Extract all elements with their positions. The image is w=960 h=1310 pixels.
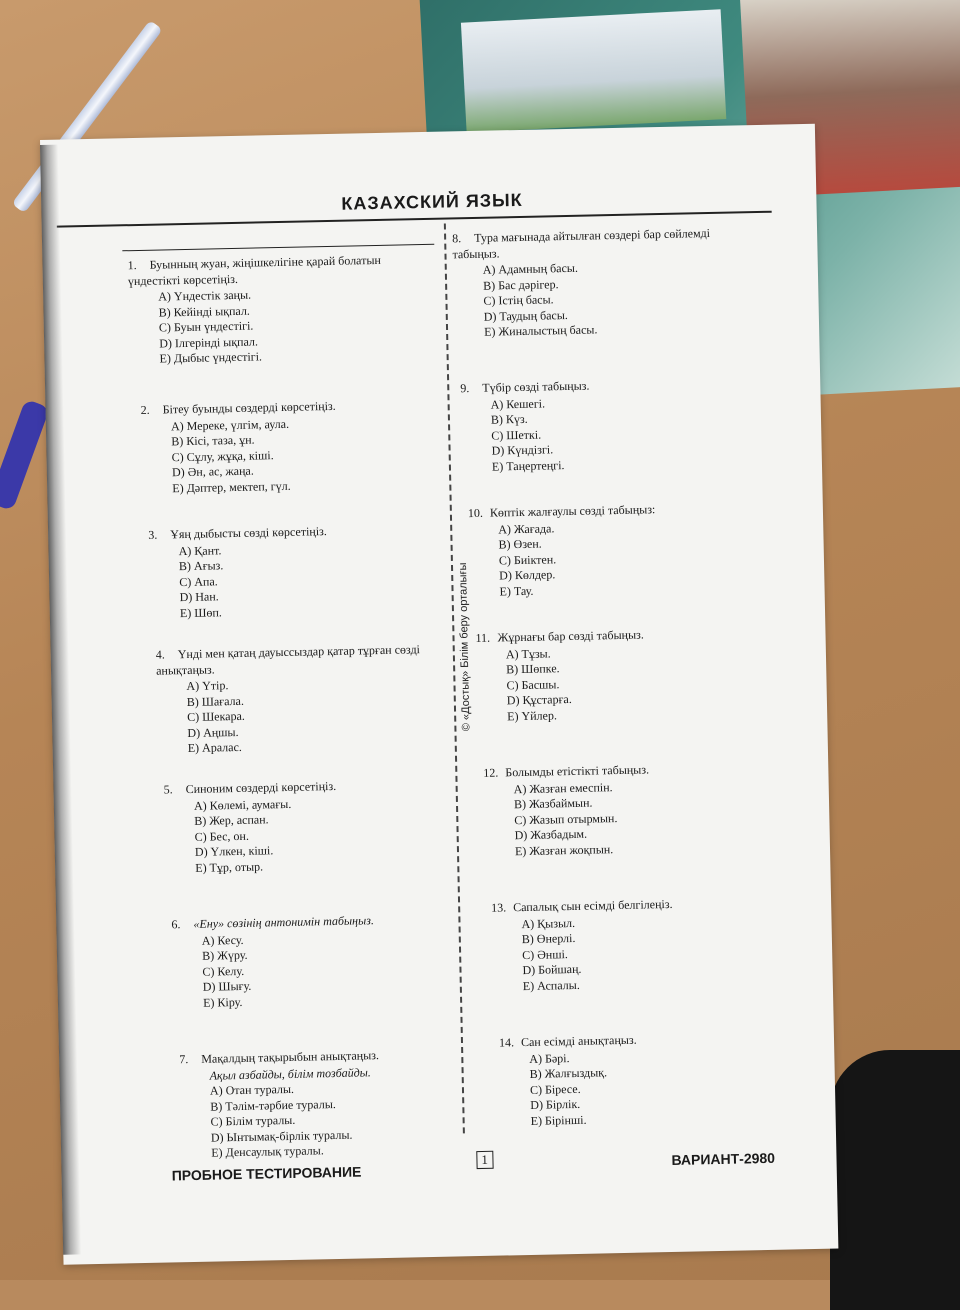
question-1: 1. Буынның жуан, жіңішкелігіне қарай болатын үндестікті көрсетіңіз. A) Үндестік заңы. B) Кейінді ықпал. C) Буын үндестігі. D) Ілгерінді ықпал. E) Дыбыс үндестігі.	[127, 252, 429, 368]
question-8: 8. Тура мағынада айтылған сөздері бар сөйлемді табыңыз. A) Адамның басы. B) Бас дәрігер. C) Істің басы. D) Таудың басы. E) Жиналыстың басы.	[452, 225, 754, 341]
option[interactable]: D) Нан.	[179, 589, 219, 605]
option[interactable]: B) Жүру.	[201, 947, 248, 963]
option[interactable]: B) Жазбаймын.	[513, 795, 593, 812]
option[interactable]: A) Отан туралы.	[209, 1081, 295, 1098]
option[interactable]: D) Ілгерінді ықпал.	[159, 333, 259, 351]
watermark-text: © «Достық» Білім беру орталығы	[456, 562, 473, 732]
option[interactable]: D) Құстарға.	[506, 691, 572, 708]
option[interactable]: B) Шағала.	[186, 693, 245, 709]
option[interactable]: C) Біресе.	[529, 1081, 581, 1097]
option[interactable]: A) Мереке, үлгім, аула.	[170, 416, 290, 433]
question-4: 4. Үнді мен қатаң дауыссыздар қатар тұрған сөзді анықтаңыз. A) Үтір. B) Шағала. C) Шекара. D) Аңшы. E) Аралас.	[156, 641, 458, 757]
option[interactable]: E) Дәптер, мектеп, гүл.	[172, 478, 291, 495]
question-5: 5. Синоним сөздерді көрсетіңіз. A) Көлемі, аумағы. B) Жер, аспан. C) Бес, он. D) Үлкен, кіші. E) Тұр, отыр.	[163, 776, 465, 876]
column-rule	[122, 244, 434, 252]
option[interactable]: C) Шеткі.	[491, 427, 542, 443]
option[interactable]: E) Кіру.	[202, 994, 243, 1010]
question-7: 7. Мақалдың тақырыбын анықтаңыз. Ақыл азбайды, білім тозбайды. A) Отан туралы. B) Тәлім-тәрбие туралы. C) Білім туралы. D) Ынтымақ-бірлік туралы. E) Денсаулық туралы.	[179, 1046, 481, 1162]
option[interactable]: E) Аралас.	[187, 739, 242, 756]
option[interactable]: A) Кесу.	[201, 932, 244, 948]
option[interactable]: E) Жиналыстың басы.	[483, 322, 598, 339]
question-12: 12. Болымды етістікті табыңыз. A) Жазған емеспін. B) Жазбаймын. C) Жазып отырмын. D) Жазбадым. E) Жазған жоқпын.	[483, 760, 785, 860]
option[interactable]: C) Буын үндестігі.	[158, 318, 254, 335]
option[interactable]: D) Бойшаң.	[522, 961, 582, 978]
option[interactable]: E) Біріншi.	[530, 1112, 587, 1128]
option[interactable]: C) Басшы.	[506, 676, 560, 692]
option[interactable]: D) Жазбадым.	[514, 826, 588, 843]
option[interactable]: E) Денсаулық туралы.	[211, 1143, 324, 1160]
test-paper	[40, 124, 838, 1265]
option[interactable]: E) Жазған жоқпын.	[514, 841, 614, 858]
option[interactable]: E) Шөп.	[179, 604, 222, 620]
proverb-text: Ақыл азбайды, білім тозбайды.	[209, 1064, 371, 1083]
option[interactable]: E) Тұр, отыр.	[195, 858, 264, 875]
question-10: 10. Көптік жалғаулы сөзді табыңыз: A) Жағада. B) Өзен. C) Биіктен. D) Көлдер. E) Тау.	[468, 500, 770, 600]
option[interactable]: B) Кейінді ықпал.	[158, 303, 250, 320]
option[interactable]: B) Кісі, таза, ұн.	[171, 432, 255, 449]
question-13: 13. Сапалық сын есімді белгілеңіз. A) Қызыл. B) Өнерлі. C) Әнші. D) Бойшаң. E) Аспалы.	[491, 894, 793, 994]
option[interactable]: C) Істің басы.	[483, 292, 554, 308]
option[interactable]: B) Тәлім-тәрбие туралы.	[210, 1096, 336, 1114]
option[interactable]: D) Ән, ас, жаңа.	[171, 463, 254, 480]
footer-title: ПРОБНОЕ ТЕСТИРОВАНИЕ	[171, 1163, 362, 1184]
option[interactable]: E) Тау.	[499, 583, 534, 598]
option[interactable]: B) Жалғыздық.	[529, 1065, 608, 1081]
option[interactable]: D) Шығу.	[202, 978, 252, 994]
option[interactable]: C) Апа.	[179, 573, 218, 589]
option[interactable]: A) Кешегі.	[490, 395, 546, 412]
title-divider	[57, 211, 772, 228]
option[interactable]: B) Өзен.	[498, 536, 542, 552]
page-title: КАЗАХСКИЙ ЯЗЫК	[341, 189, 523, 214]
option[interactable]: E) Аспалы.	[522, 977, 580, 993]
option[interactable]: D) Көлдер.	[499, 567, 556, 583]
option[interactable]: A) Жағада.	[498, 520, 555, 536]
option[interactable]: B) Күз.	[490, 411, 528, 427]
option[interactable]: C) Білім туралы.	[210, 1112, 296, 1129]
option[interactable]: A) Бәрі.	[529, 1050, 570, 1066]
option[interactable]: A) Үтір.	[186, 678, 229, 694]
option[interactable]: A) Тұзы.	[505, 645, 551, 661]
option[interactable]: E) Таңертеңгі.	[491, 457, 565, 474]
option[interactable]: D) Күндізгі.	[491, 442, 554, 458]
option[interactable]: B) Ағыз.	[178, 558, 224, 574]
option[interactable]: A) Жазған емеспін.	[513, 779, 613, 796]
option[interactable]: A) Қант.	[178, 542, 222, 558]
option[interactable]: B) Шөпке.	[506, 661, 560, 677]
option[interactable]: C) Биіктен.	[498, 551, 557, 567]
option[interactable]: A) Қызыл.	[521, 915, 576, 931]
question-6: 6. «Ену» сөзінің антонимін табыңыз. A) Кесу. B) Жүру. C) Келу. D) Шығу. E) Кіру.	[171, 911, 473, 1011]
question-11: 11. Жұрнағы бар сөзді табыңыз. A) Тұзы. B) Шөпке. C) Басшы. D) Құстарға. E) Үйлер.	[475, 625, 777, 725]
option[interactable]: B) Өнерлі.	[521, 930, 576, 947]
option[interactable]: D) Ынтымақ-бірлік туралы.	[210, 1127, 353, 1145]
option[interactable]: A) Көлемі, аумағы.	[193, 796, 292, 813]
question-9: 9. Түбір сөзді табыңыз. A) Кешегі. B) Күз. C) Шеткі. D) Күндізгі. E) Таңертеңгі.	[460, 375, 762, 475]
option[interactable]: A) Үндестік заңы.	[158, 287, 252, 304]
option[interactable]: B) Бас дәрігер.	[482, 276, 559, 293]
option[interactable]: C) Бес, он.	[194, 828, 250, 844]
page-number: 1	[476, 1151, 493, 1169]
option[interactable]: C) Сұлу, жұқа, кіші.	[171, 447, 274, 464]
option[interactable]: C) Жазып отырмын.	[514, 810, 618, 827]
option[interactable]: E) Үйлер.	[507, 707, 558, 723]
option[interactable]: A) Адамның басы.	[482, 260, 579, 277]
book-photo	[461, 9, 726, 132]
option[interactable]: D) Бірлік.	[530, 1096, 581, 1112]
option[interactable]: D) Үлкен, кіші.	[194, 843, 274, 859]
variant-label: ВАРИАНТ-2980	[671, 1149, 776, 1168]
option[interactable]: D) Аңшы.	[187, 724, 239, 740]
question-2: 2. Бітеу буынды сөздерді көрсетіңіз. A) Мереке, үлгім, аула. B) Кісі, таза, ұн. C) Сұлу, жұқа, кіші. D) Ән, ас, жаңа. E) Дәптер, мектеп, гүл.	[141, 397, 443, 497]
dark-object	[830, 1050, 960, 1310]
option[interactable]: C) Келу.	[202, 963, 245, 979]
question-14: 14. Сан есімді анықтаңыз. A) Бәрі. B) Жалғыздық. C) Біресе. D) Бірлік. E) Біріншi.	[499, 1029, 801, 1129]
question-3: 3. Ұяң дыбысты сөзді көрсетіңіз. A) Қант. B) Ағыз. C) Апа. D) Нан. E) Шөп.	[148, 522, 450, 622]
option[interactable]: C) Әнші.	[522, 946, 568, 962]
option[interactable]: D) Таудың басы.	[483, 307, 568, 324]
option[interactable]: B) Жер, аспан.	[194, 812, 269, 828]
option[interactable]: C) Шекара.	[186, 708, 245, 725]
option[interactable]: E) Дыбыс үндестігі.	[159, 349, 263, 366]
